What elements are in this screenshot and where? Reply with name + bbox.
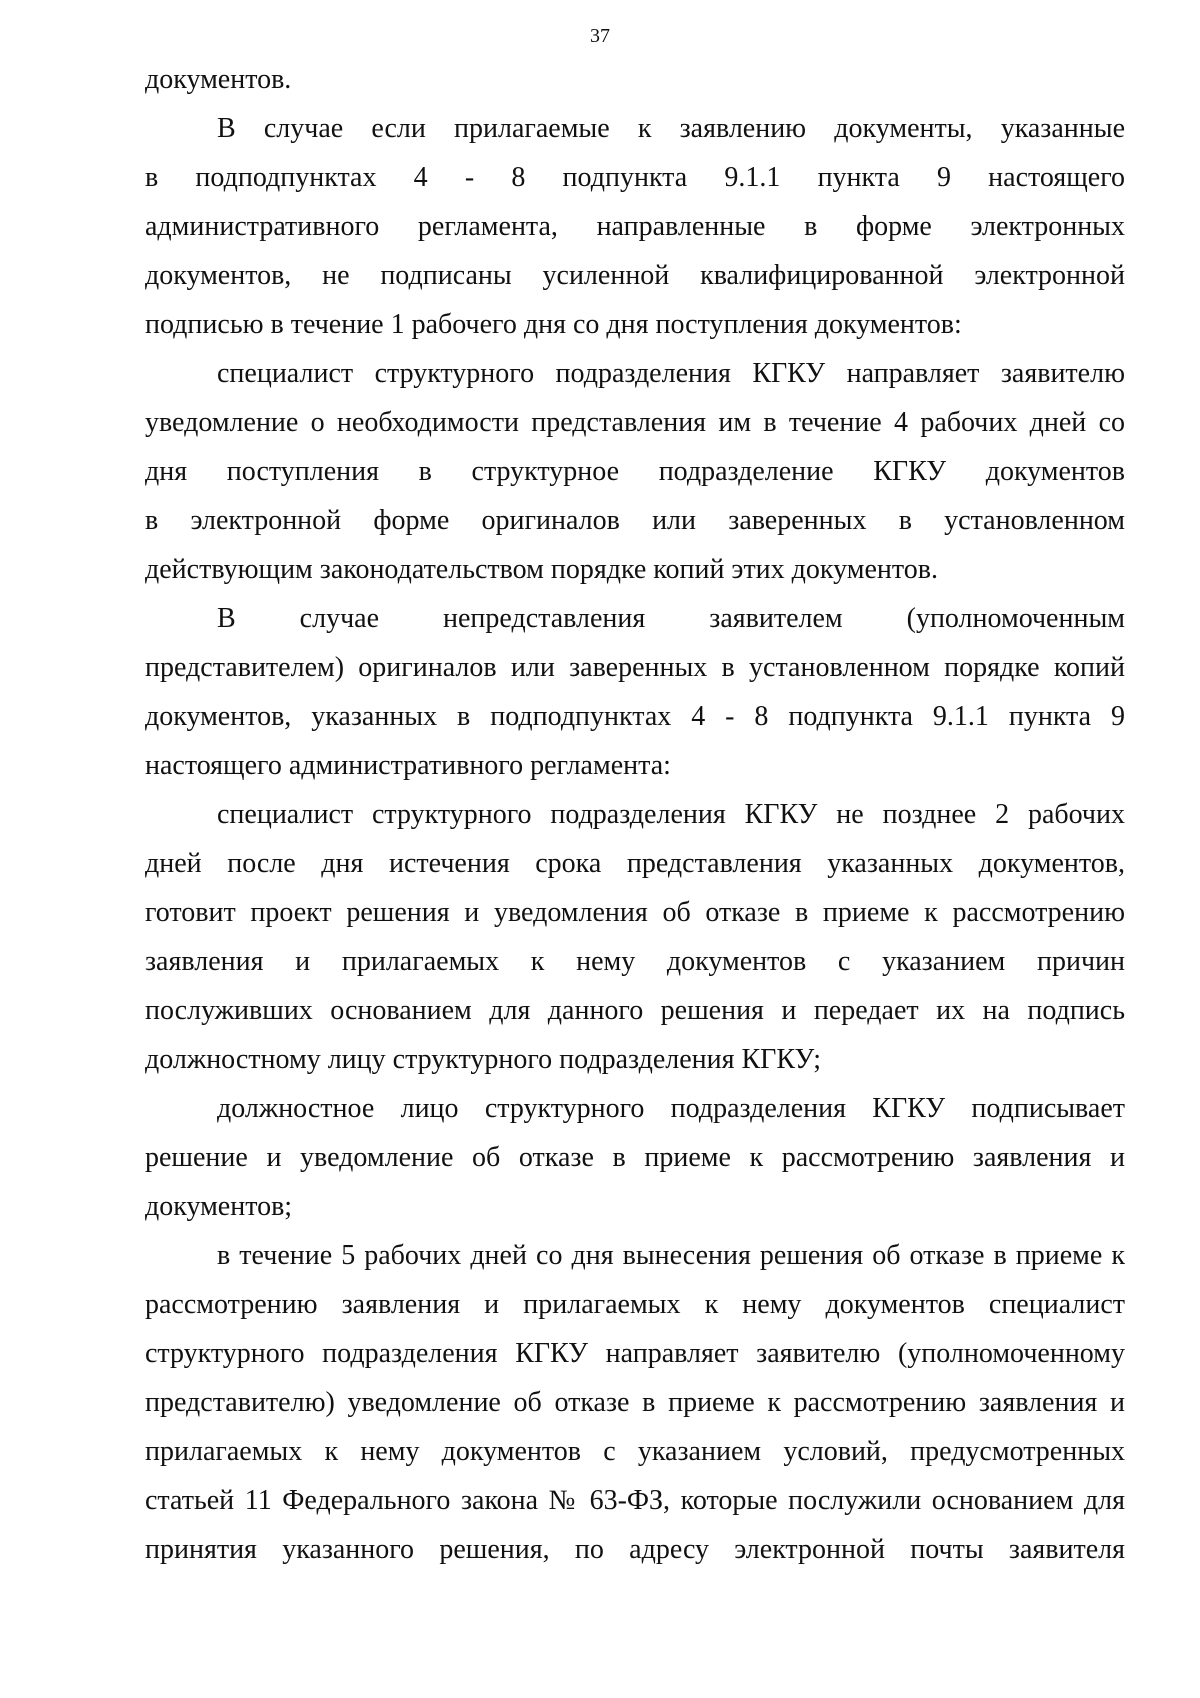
- text-line: готовит проект решения и уведомления об отказе в приеме к рассмотрению: [145, 897, 1125, 928]
- text-line: подписью в течение 1 рабочего дня со дня поступления документов:: [145, 309, 962, 340]
- text-line: дней после дня истечения срока представления указанных документов,: [145, 848, 1125, 879]
- text-line: прилагаемых к нему документов с указанием условий, предусмотренных: [145, 1436, 1125, 1467]
- text-line: в подподпунктах 4 - 8 подпункта 9.1.1 пункта 9 настоящего: [145, 162, 1125, 193]
- text-line: должностному лицу структурного подразделения КГКУ;: [145, 1044, 822, 1075]
- text-line: специалист структурного подразделения КГКУ направляет заявителю: [217, 358, 1125, 389]
- text-line: представителю) уведомление об отказе в приеме к рассмотрению заявления и: [145, 1387, 1125, 1418]
- text-line: В случае непредставления заявителем (уполномоченным: [217, 603, 1125, 634]
- text-line: принятия указанного решения, по адресу электронной почты заявителя: [145, 1534, 1125, 1565]
- text-line: заявления и прилагаемых к нему документов с указанием причин: [145, 946, 1125, 977]
- text-line: В случае если прилагаемые к заявлению документы, указанные: [217, 113, 1125, 144]
- text-line: представителем) оригиналов или заверенных в установленном порядке копий: [145, 652, 1125, 683]
- text-line: дня поступления в структурное подразделение КГКУ документов: [145, 456, 1125, 487]
- text-line: структурного подразделения КГКУ направляет заявителю (уполномоченному: [145, 1338, 1125, 1369]
- text-line: административного регламента, направленные в форме электронных: [145, 211, 1125, 242]
- page-number: 37: [590, 25, 610, 47]
- text-line: настоящего административного регламента:: [145, 750, 671, 781]
- text-line: специалист структурного подразделения КГКУ не позднее 2 рабочих: [217, 799, 1125, 830]
- text-line: действующим законодательством порядке копий этих документов.: [145, 554, 938, 585]
- document-body: [145, 55, 1125, 1574]
- text-line: решение и уведомление об отказе в приеме к рассмотрению заявления и: [145, 1142, 1125, 1173]
- text-line: послуживших основанием для данного решения и передает их на подпись: [145, 995, 1125, 1026]
- text-line: документов, не подписаны усиленной квалифицированной электронной: [145, 260, 1125, 291]
- text-line: должностное лицо структурного подразделения КГКУ подписывает: [217, 1093, 1125, 1124]
- text-line: документов, указанных в подподпунктах 4 - 8 подпункта 9.1.1 пункта 9: [145, 701, 1125, 732]
- text-line: в течение 5 рабочих дней со дня вынесения решения об отказе в приеме к: [217, 1240, 1125, 1271]
- text-line: в электронной форме оригиналов или заверенных в установленном: [145, 505, 1125, 536]
- text-line: уведомление о необходимости представления им в течение 4 рабочих дней со: [145, 407, 1125, 438]
- text-line: статьей 11 Федерального закона № 63-ФЗ, которые послужили основанием для: [145, 1485, 1125, 1516]
- text-line: документов;: [145, 1191, 293, 1222]
- text-line: рассмотрению заявления и прилагаемых к нему документов специалист: [145, 1289, 1125, 1320]
- text-line: документов.: [145, 64, 292, 95]
